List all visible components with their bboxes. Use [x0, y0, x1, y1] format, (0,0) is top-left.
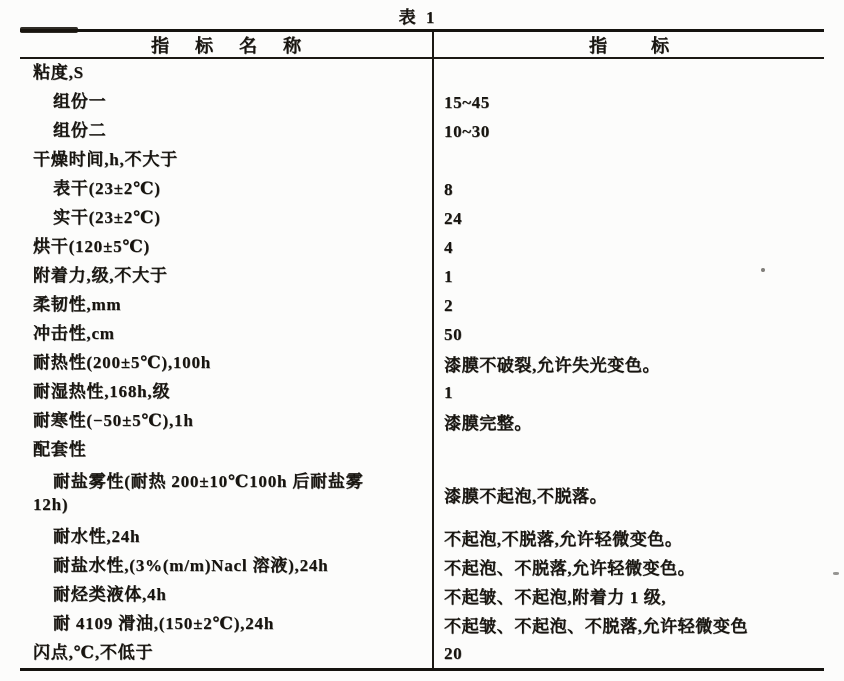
row-value: 4 [432, 233, 824, 262]
row-value: 10~30 [432, 117, 824, 146]
table-row [20, 552, 824, 581]
table-row [20, 349, 824, 378]
table-row [20, 59, 824, 88]
table-row [20, 465, 824, 523]
row-value: 不起皱、不起泡,附着力 1 级, [432, 581, 824, 610]
column-header-value-label: 指标 [589, 35, 713, 56]
table-row [20, 204, 824, 233]
row-value: 漆膜不起泡,不脱落。 [432, 465, 824, 523]
row-label-cell [20, 378, 432, 407]
row-label: 耐 4109 滑油,(150±2℃),24h [53, 614, 275, 634]
row-label: 表干(23±2℃) [53, 179, 161, 199]
table-header-row [20, 32, 824, 59]
scan-artifact [833, 572, 839, 575]
table-row [20, 378, 824, 407]
column-header-name [20, 32, 432, 57]
row-label-cell [20, 349, 432, 378]
row-value: 15~45 [432, 88, 824, 117]
row-label: 组份一 [53, 92, 107, 112]
row-label-cell [20, 465, 432, 523]
row-value: 漆膜不破裂,允许失光变色。 [432, 349, 824, 378]
table-row [20, 581, 824, 610]
spec-table [20, 29, 824, 671]
row-label: 耐热性(200±5℃),100h [33, 353, 212, 373]
row-value: 24 [432, 204, 824, 233]
table-row [20, 320, 824, 349]
row-value [432, 59, 824, 88]
row-label-cell [20, 610, 432, 639]
scan-artifact [761, 268, 765, 272]
row-label: 实干(23±2℃) [53, 208, 161, 228]
table-row [20, 610, 824, 639]
row-label: 组份二 [53, 121, 107, 141]
row-label: 柔韧性,mm [33, 295, 122, 315]
row-label-cell [20, 581, 432, 610]
row-label-cell [20, 291, 432, 320]
table-row [20, 262, 824, 291]
row-value: 1 [432, 378, 824, 407]
row-label: 附着力,级,不大于 [33, 266, 168, 286]
table-row [20, 175, 824, 204]
row-label: 闪点,℃,不低于 [33, 643, 154, 663]
row-label: 耐烃类液体,4h [53, 585, 167, 605]
row-label-cell [20, 204, 432, 233]
row-label: 耐盐水性,(3%(m/m)Nacl 溶液),24h [53, 556, 329, 576]
row-value: 1 [432, 262, 824, 291]
row-label-cell [20, 523, 432, 552]
row-label-cell [20, 262, 432, 291]
row-label: 粘度,S [33, 63, 84, 83]
table-row [20, 523, 824, 552]
row-label: 耐水性,24h [53, 527, 141, 547]
row-label: 耐寒性(−50±5℃),1h [33, 411, 194, 431]
row-label-cell [20, 59, 432, 88]
row-label: 冲击性,cm [33, 324, 115, 344]
row-label-cell [20, 175, 432, 204]
row-label-cell [20, 436, 432, 465]
row-value [432, 436, 824, 465]
row-label-cell [20, 233, 432, 262]
row-value: 不起泡,不脱落,允许轻微变色。 [432, 523, 824, 552]
row-label: 耐盐雾性(耐热 200±10℃100h 后耐盐雾 [53, 472, 364, 492]
column-header-value [432, 32, 824, 57]
row-label: 耐湿热性,168h,级 [33, 382, 171, 402]
row-value: 50 [432, 320, 824, 349]
row-label-cell [20, 407, 432, 436]
table-row [20, 291, 824, 320]
row-label-cell [20, 639, 432, 668]
row-label-cell [20, 320, 432, 349]
row-label: 干燥时间,h,不大于 [33, 150, 178, 170]
row-label-cell [20, 88, 432, 117]
table-row [20, 407, 824, 436]
row-label: 烘干(120±5℃) [33, 237, 151, 257]
row-value: 漆膜完整。 [432, 407, 824, 436]
row-label: 配套性 [33, 440, 87, 460]
row-label-cell [20, 552, 432, 581]
row-value: 2 [432, 291, 824, 320]
table-row [20, 117, 824, 146]
row-label-continuation: 12h) [33, 495, 69, 514]
table-row [20, 233, 824, 262]
table-row [20, 639, 824, 668]
table-row [20, 436, 824, 465]
table-caption: 表 1 [398, 8, 438, 27]
table-row [20, 88, 824, 117]
row-value [432, 146, 824, 175]
row-value: 8 [432, 175, 824, 204]
table-row [20, 146, 824, 175]
table-rows [20, 59, 824, 668]
column-header-name-label: 指标名称 [151, 35, 327, 56]
row-value: 不起泡、不脱落,允许轻微变色。 [432, 552, 824, 581]
row-label-cell [20, 117, 432, 146]
row-value: 不起皱、不起泡、不脱落,允许轻微变色 [432, 610, 824, 639]
scan-artifact [20, 27, 78, 33]
row-label-cell [20, 146, 432, 175]
row-value: 20 [432, 639, 824, 668]
